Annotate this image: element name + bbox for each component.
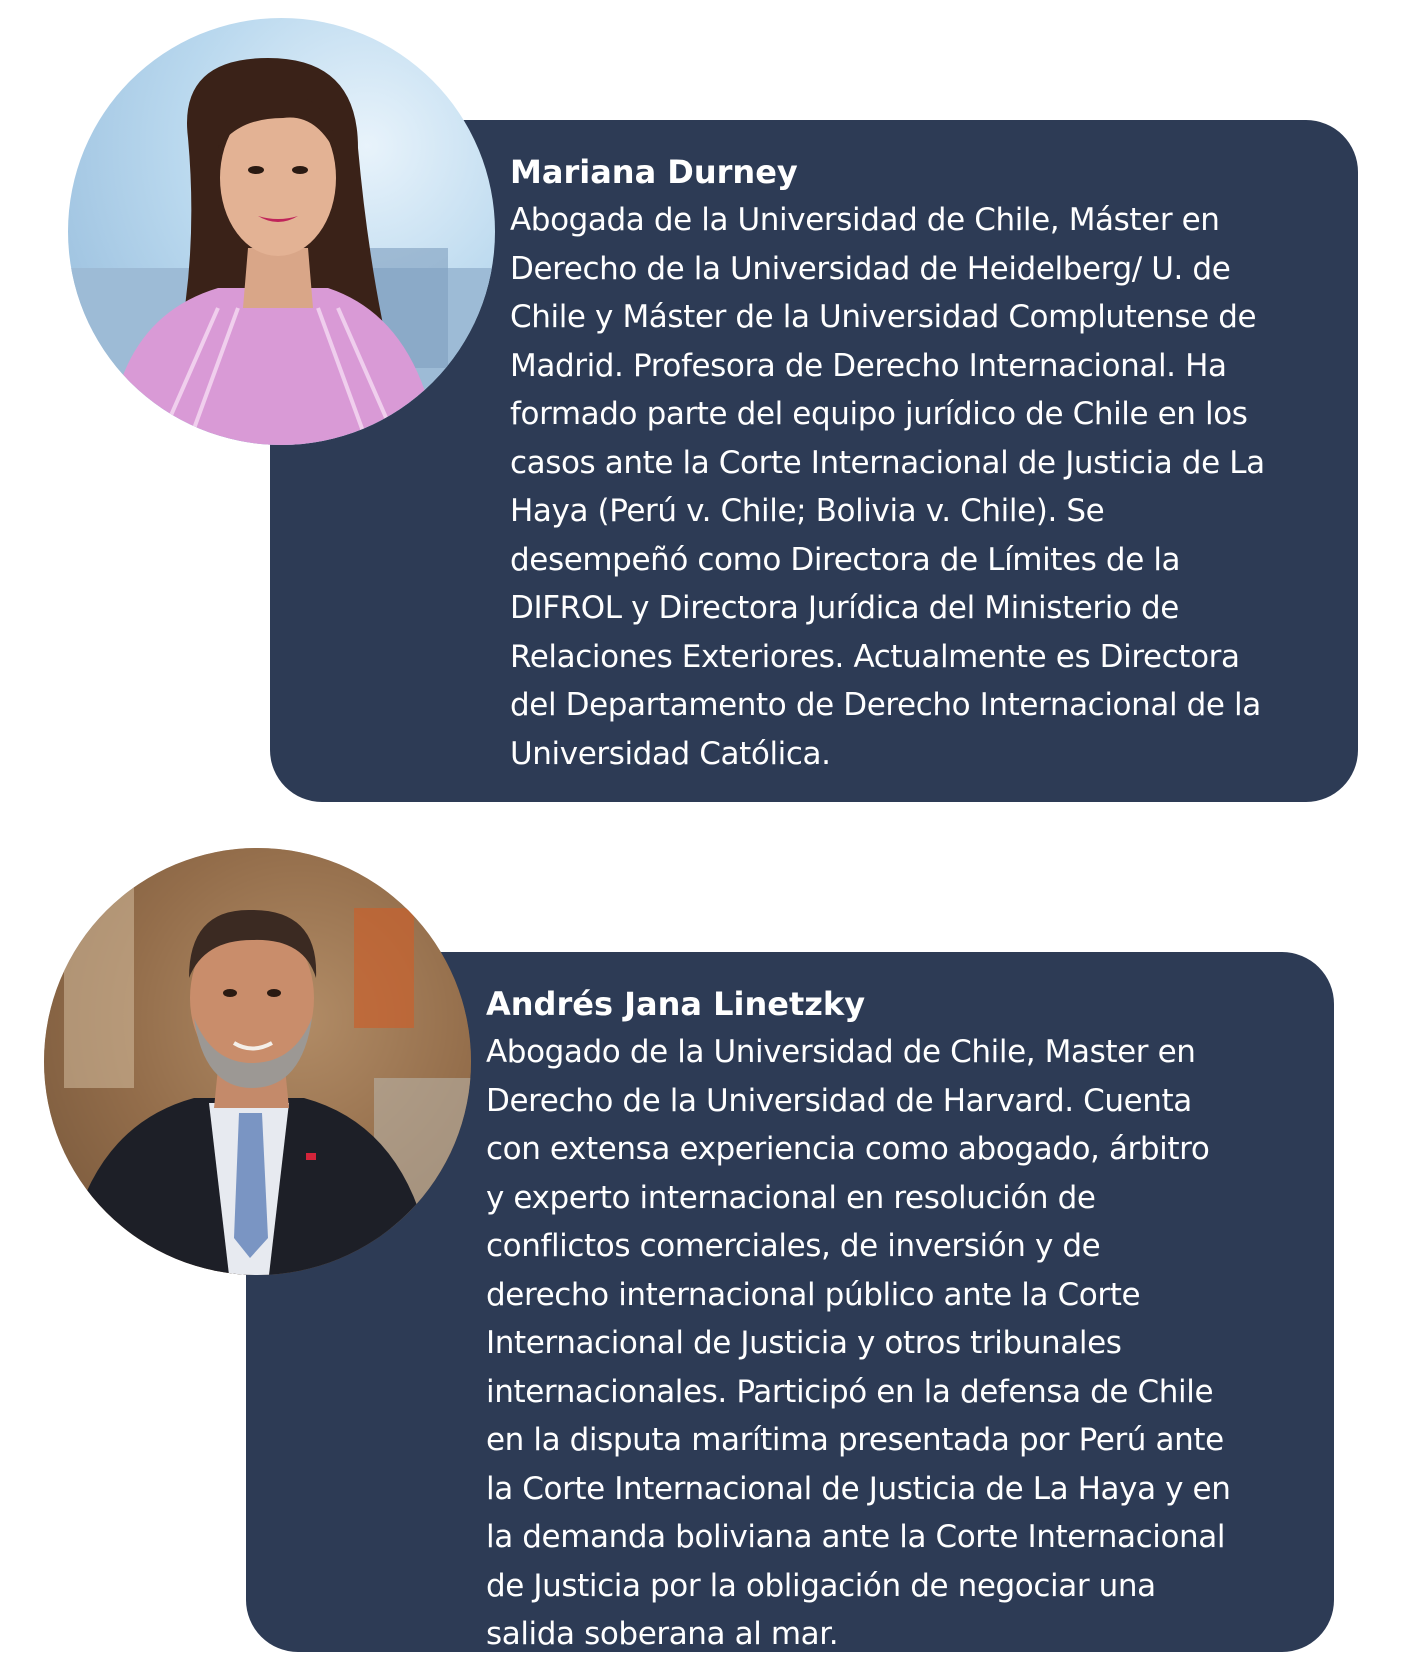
portrait-photo-andres-jana-linetzky [44, 848, 471, 1275]
person-bio: Abogado de la Universidad de Chile, Master en Derecho de la Universidad de Harvard. Cuenta con extensa experiencia como abogado, árbitro y experto internacional en resolución de conflictos comerciales, de inversión y de derecho internacional público ante la Corte Internacional de Justicia y otros tribunales internacionales. Participó en la defensa de Chile en la disputa marítima presentada por Perú ante la Corte Internacional de Justicia de La Haya y en la demanda boliviana ante la Corte Internacional de Justicia por la obligación de negociar una salida soberana al mar. [486, 1034, 1231, 1652]
portrait-illustration [68, 18, 495, 445]
stained-window [354, 908, 414, 1028]
eye [223, 989, 237, 997]
eye [267, 989, 281, 997]
eye [248, 166, 264, 174]
person-bio: Abogada de la Universidad de Chile, Máster en Derecho de la Universidad de Heidelberg/ U. de Chile y Máster de la Universidad Complutense de Madrid. Profesora de Derecho Internacional. Ha formado parte del equipo jurídico de Chile en los casos ante la Corte Internacional de Justicia de La Haya (Perú v. Chile; Bolivia v. Chile). Se desempeñó como Directora de Límites de la DIFROL y Directora Jurídica del Ministerio de Relaciones Exteriores. Actualmente es Directora del Departamento de Derecho Internacional de la Universidad Católica. [510, 202, 1265, 772]
eye [292, 166, 308, 174]
column [64, 888, 134, 1088]
portrait-photo-mariana-durney [68, 18, 495, 445]
portrait-illustration [44, 848, 471, 1275]
lapel-pin [306, 1153, 316, 1160]
tie [234, 1113, 268, 1258]
neck [243, 248, 313, 308]
person-name: Mariana Durney [510, 153, 798, 191]
person-name: Andrés Jana Linetzky [486, 985, 866, 1023]
